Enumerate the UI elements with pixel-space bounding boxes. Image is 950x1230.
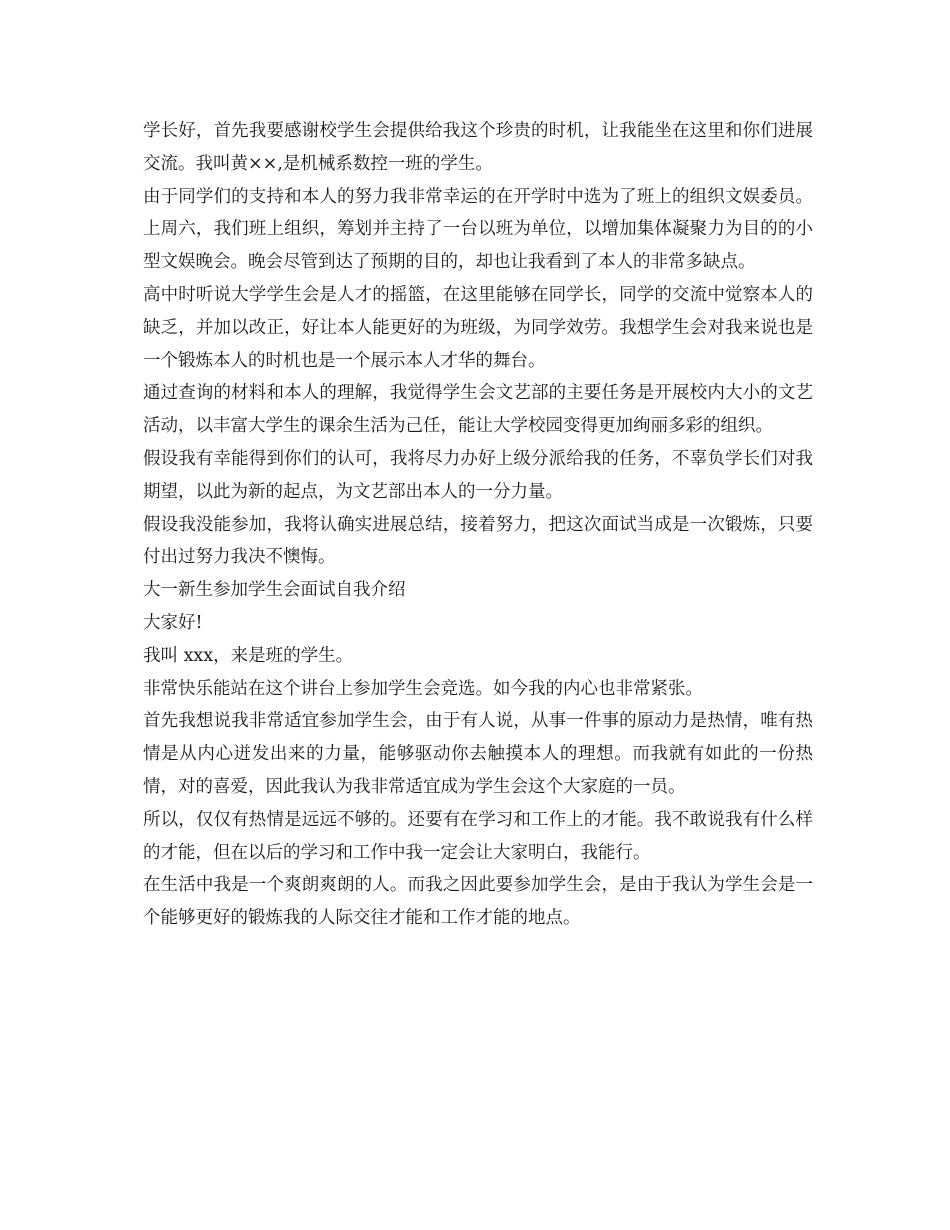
paragraph-1: 学长好，首先我要感谢校学生会提供给我这个珍贵的时机，让我能坐在这里和你们进展交流。我叫黄××,是机械系数控一班的学生。 (143, 121, 813, 174)
greeting: 大家好! (143, 612, 203, 633)
paragraph-3: 高中时听说大学学生会是人才的摇篮，在这里能够在同学长，同学的交流中觉察本人的缺乏，并加以改正，好让本人能更好的为班级，为同学效劳。我想学生会对我来说也是一个锻炼本人的时机也是一个展示本人才华的舞台。 (143, 284, 813, 371)
paragraph-2: 由于同学们的支持和本人的努力我非常幸运的在开学时中选为了班上的组织文娱委员。上周六，我们班上组织，筹划并主持了一台以班为单位，以增加集体凝聚力为目的的小型文娱晚会。晚会尽管到达了预期的目的，却也让我看到了本人的非常多缺点。 (143, 186, 813, 273)
paragraph-9: 我叫 xxx，来是班的学生。 (143, 645, 354, 666)
paragraph-10: 非常快乐能站在这个讲台上参加学生会竞选。如今我的内心也非常紧张。 (143, 678, 703, 699)
paragraph-5: 假设我有幸能得到你们的认可，我将尽力办好上级分派给我的任务，不辜负学长们对我期望，以此为新的起点，为文艺部出本人的一分力量。 (143, 448, 813, 502)
section-title: 大一新生参加学生会面试自我介绍 (143, 580, 406, 601)
document-body (143, 115, 813, 935)
paragraph-11: 首先我想说我非常适宜参加学生会，由于有人说，从事一件事的原动力是热情，唯有热情是从内心迸发出来的力量，能够驱动你去触摸本人的理想。而我就有如此的一份热情，对的喜爱，因此我认为我非常适宜成为学生会这个大家庭的一员。 (143, 711, 813, 797)
paragraph-13: 在生活中我是一个爽朗爽朗的人。而我之因此要参加学生会，是由于我认为学生会是一个能够更好的锻炼我的人际交往才能和工作才能的地点。 (143, 875, 813, 929)
paragraph-6: 假设我没能参加，我将认确实进展总结，接着努力，把这次面试当成是一次锻炼，只要付出过努力我决不懊悔。 (143, 514, 813, 568)
paragraph-4: 通过查询的材料和本人的理解，我觉得学生会文艺部的主要任务是开展校内大小的文艺活动，以丰富大学生的课余生活为己任，能让大学校园变得更加绚丽多彩的组织。 (143, 383, 813, 437)
paragraph-12: 所以，仅仅有热情是远远不够的。还要有在学习和工作上的才能。我不敢说我有什么样的才能，但在以后的学习和工作中我一定会让大家明白，我能行。 (143, 809, 813, 863)
